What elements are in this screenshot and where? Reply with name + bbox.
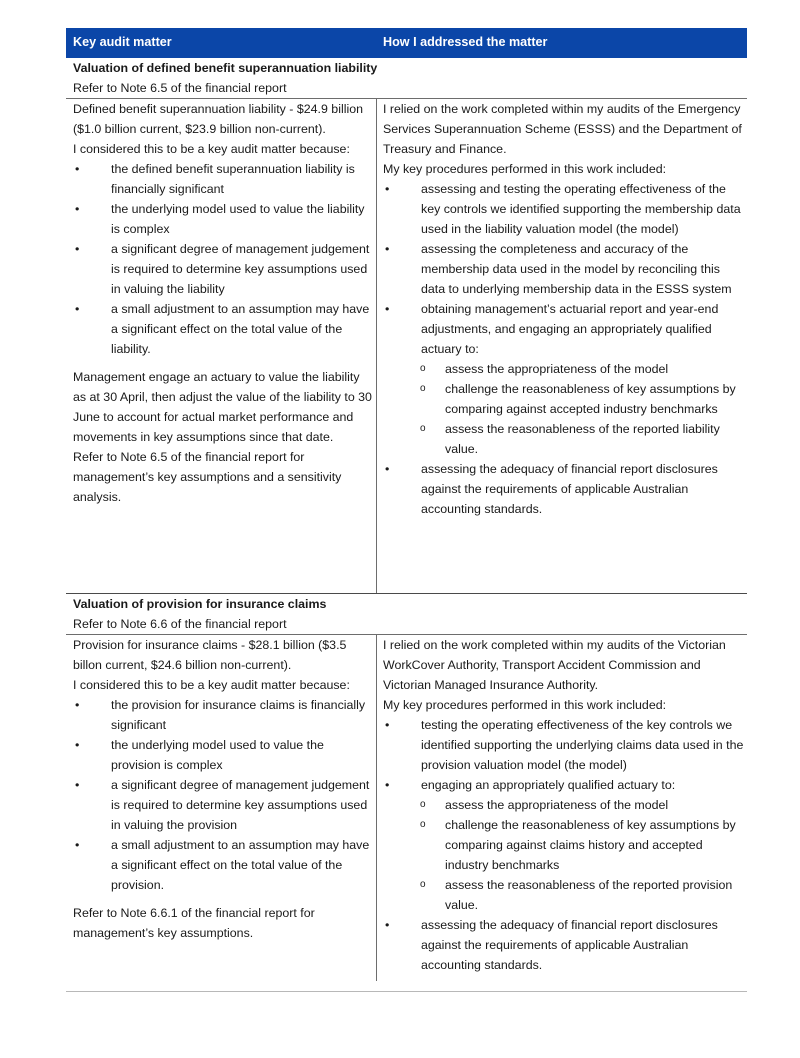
matter-paragraph: Refer to Note 6.5 of the financial report for management’s key assumptions and a sensitivity analysis. [73, 450, 342, 504]
list-item: • the underlying model used to value the provision is complex [75, 738, 324, 772]
procedure-bullets [383, 459, 745, 519]
list-item: • a small adjustment to an assumption may have a significant effect on the total value of the liability. [75, 302, 370, 356]
procedure-bullets [383, 179, 745, 359]
procedure-intro: I relied on the work completed within my audits of the Victorian WorkCover Authority, Transport Accident Commission and Victorian Managed Insurance Authority. [383, 638, 726, 692]
table-bottom-border [66, 991, 747, 992]
list-item: o challenge the reasonableness of key assumptions by comparing against accepted industry benchmarks [420, 382, 736, 416]
matter-paragraph: Refer to Note 6.6.1 of the financial report for management’s key assumptions. [73, 906, 315, 940]
list-item: o assess the appropriateness of the model [420, 798, 669, 812]
header-how-addressed: How I addressed the matter [383, 35, 548, 49]
right-column [383, 635, 745, 975]
list-item: o assess the reasonableness of the reported provision value. [420, 878, 733, 912]
matter-intro: Defined benefit superannuation liability - $24.9 billion ($1.0 billion current, $23.9 billion non-current). [73, 102, 363, 136]
matter-intro: Provision for insurance claims - $28.1 billion ($3.5 billon current, $24.6 billion non-current). [73, 638, 347, 672]
left-column [73, 99, 373, 507]
list-item: • a small adjustment to an assumption may have a significant effect on the total value of the provision. [75, 838, 370, 892]
list-item: • assessing the completeness and accuracy of the membership data used in the model by reconciling this data to underlying membership data in the ESSS system [385, 242, 732, 296]
list-item: o assess the reasonableness of the reported liability value. [420, 422, 720, 456]
right-column [383, 99, 745, 519]
matter-bullets [73, 159, 373, 359]
procedure-intro: I relied on the work completed within my audits of the Emergency Services Superannuation Scheme (ESSS) and the Department of Treasury and Finance. [383, 102, 742, 156]
list-item: o assess the appropriateness of the model [420, 362, 669, 376]
list-item: • assessing and testing the operating effectiveness of the key controls we identified supporting the membership data used in the liability valuation model (the model) [385, 182, 741, 236]
key-audit-matters-table [66, 28, 747, 992]
column-divider [376, 99, 377, 593]
list-item: • engaging an appropriately qualified actuary to: [385, 778, 676, 792]
procedure-lead: My key procedures performed in this work included: [383, 162, 667, 176]
section-note-reference: Refer to Note 6.6 of the financial report [73, 617, 287, 631]
list-item: • assessing the adequacy of financial report disclosures against the requirements of applicable Australian accounting standards. [385, 462, 718, 516]
header-key-audit-matter: Key audit matter [73, 35, 172, 49]
section-note-reference: Refer to Note 6.5 of the financial report [73, 81, 287, 95]
matter-lead: I considered this to be a key audit matter because: [73, 142, 350, 156]
section-title-superannuation [66, 58, 747, 98]
list-item: o challenge the reasonableness of key assumptions by comparing against claims history and accepted industry benchmarks [420, 818, 736, 872]
matter-paragraph: Management engage an actuary to value the liability as at 30 April, then adjust the value of the liability to 30 June to account for actual market performance and movements in key assumptions since that date. [73, 370, 372, 444]
table-header [66, 28, 747, 58]
procedure-bullets [383, 915, 745, 975]
section-body-superannuation [66, 99, 747, 593]
list-item: • the provision for insurance claims is financially significant [75, 698, 366, 732]
list-item: • the defined benefit superannuation liability is financially significant [75, 162, 355, 196]
section-heading: Valuation of provision for insurance claims [73, 597, 327, 611]
list-item: • the underlying model used to value the liability is complex [75, 202, 365, 236]
section-heading: Valuation of defined benefit superannuation liability [73, 61, 378, 75]
procedure-lead: My key procedures performed in this work included: [383, 698, 667, 712]
procedure-sub-bullets [383, 359, 745, 459]
list-item: • assessing the adequacy of financial report disclosures against the requirements of applicable Australian accounting standards. [385, 918, 718, 972]
procedure-bullets [383, 715, 745, 795]
list-item: • obtaining management’s actuarial report and year-end adjustments, and engaging an appropriately qualified actuary to: [385, 302, 719, 356]
matter-bullets [73, 695, 373, 895]
list-item: • a significant degree of management judgement is required to determine key assumptions used in valuing the provision [75, 778, 370, 832]
list-item: • testing the operating effectiveness of the key controls we identified supporting the underlying claims data used in the provision valuation model (the model) [385, 718, 744, 772]
section-title-insurance-claims [66, 594, 747, 634]
matter-lead: I considered this to be a key audit matter because: [73, 678, 350, 692]
list-item: • a significant degree of management judgement is required to determine key assumptions used in valuing the liability [75, 242, 370, 296]
column-divider [376, 635, 377, 981]
section-body-insurance-claims [66, 635, 747, 981]
procedure-sub-bullets [383, 795, 745, 915]
left-column [73, 635, 373, 943]
